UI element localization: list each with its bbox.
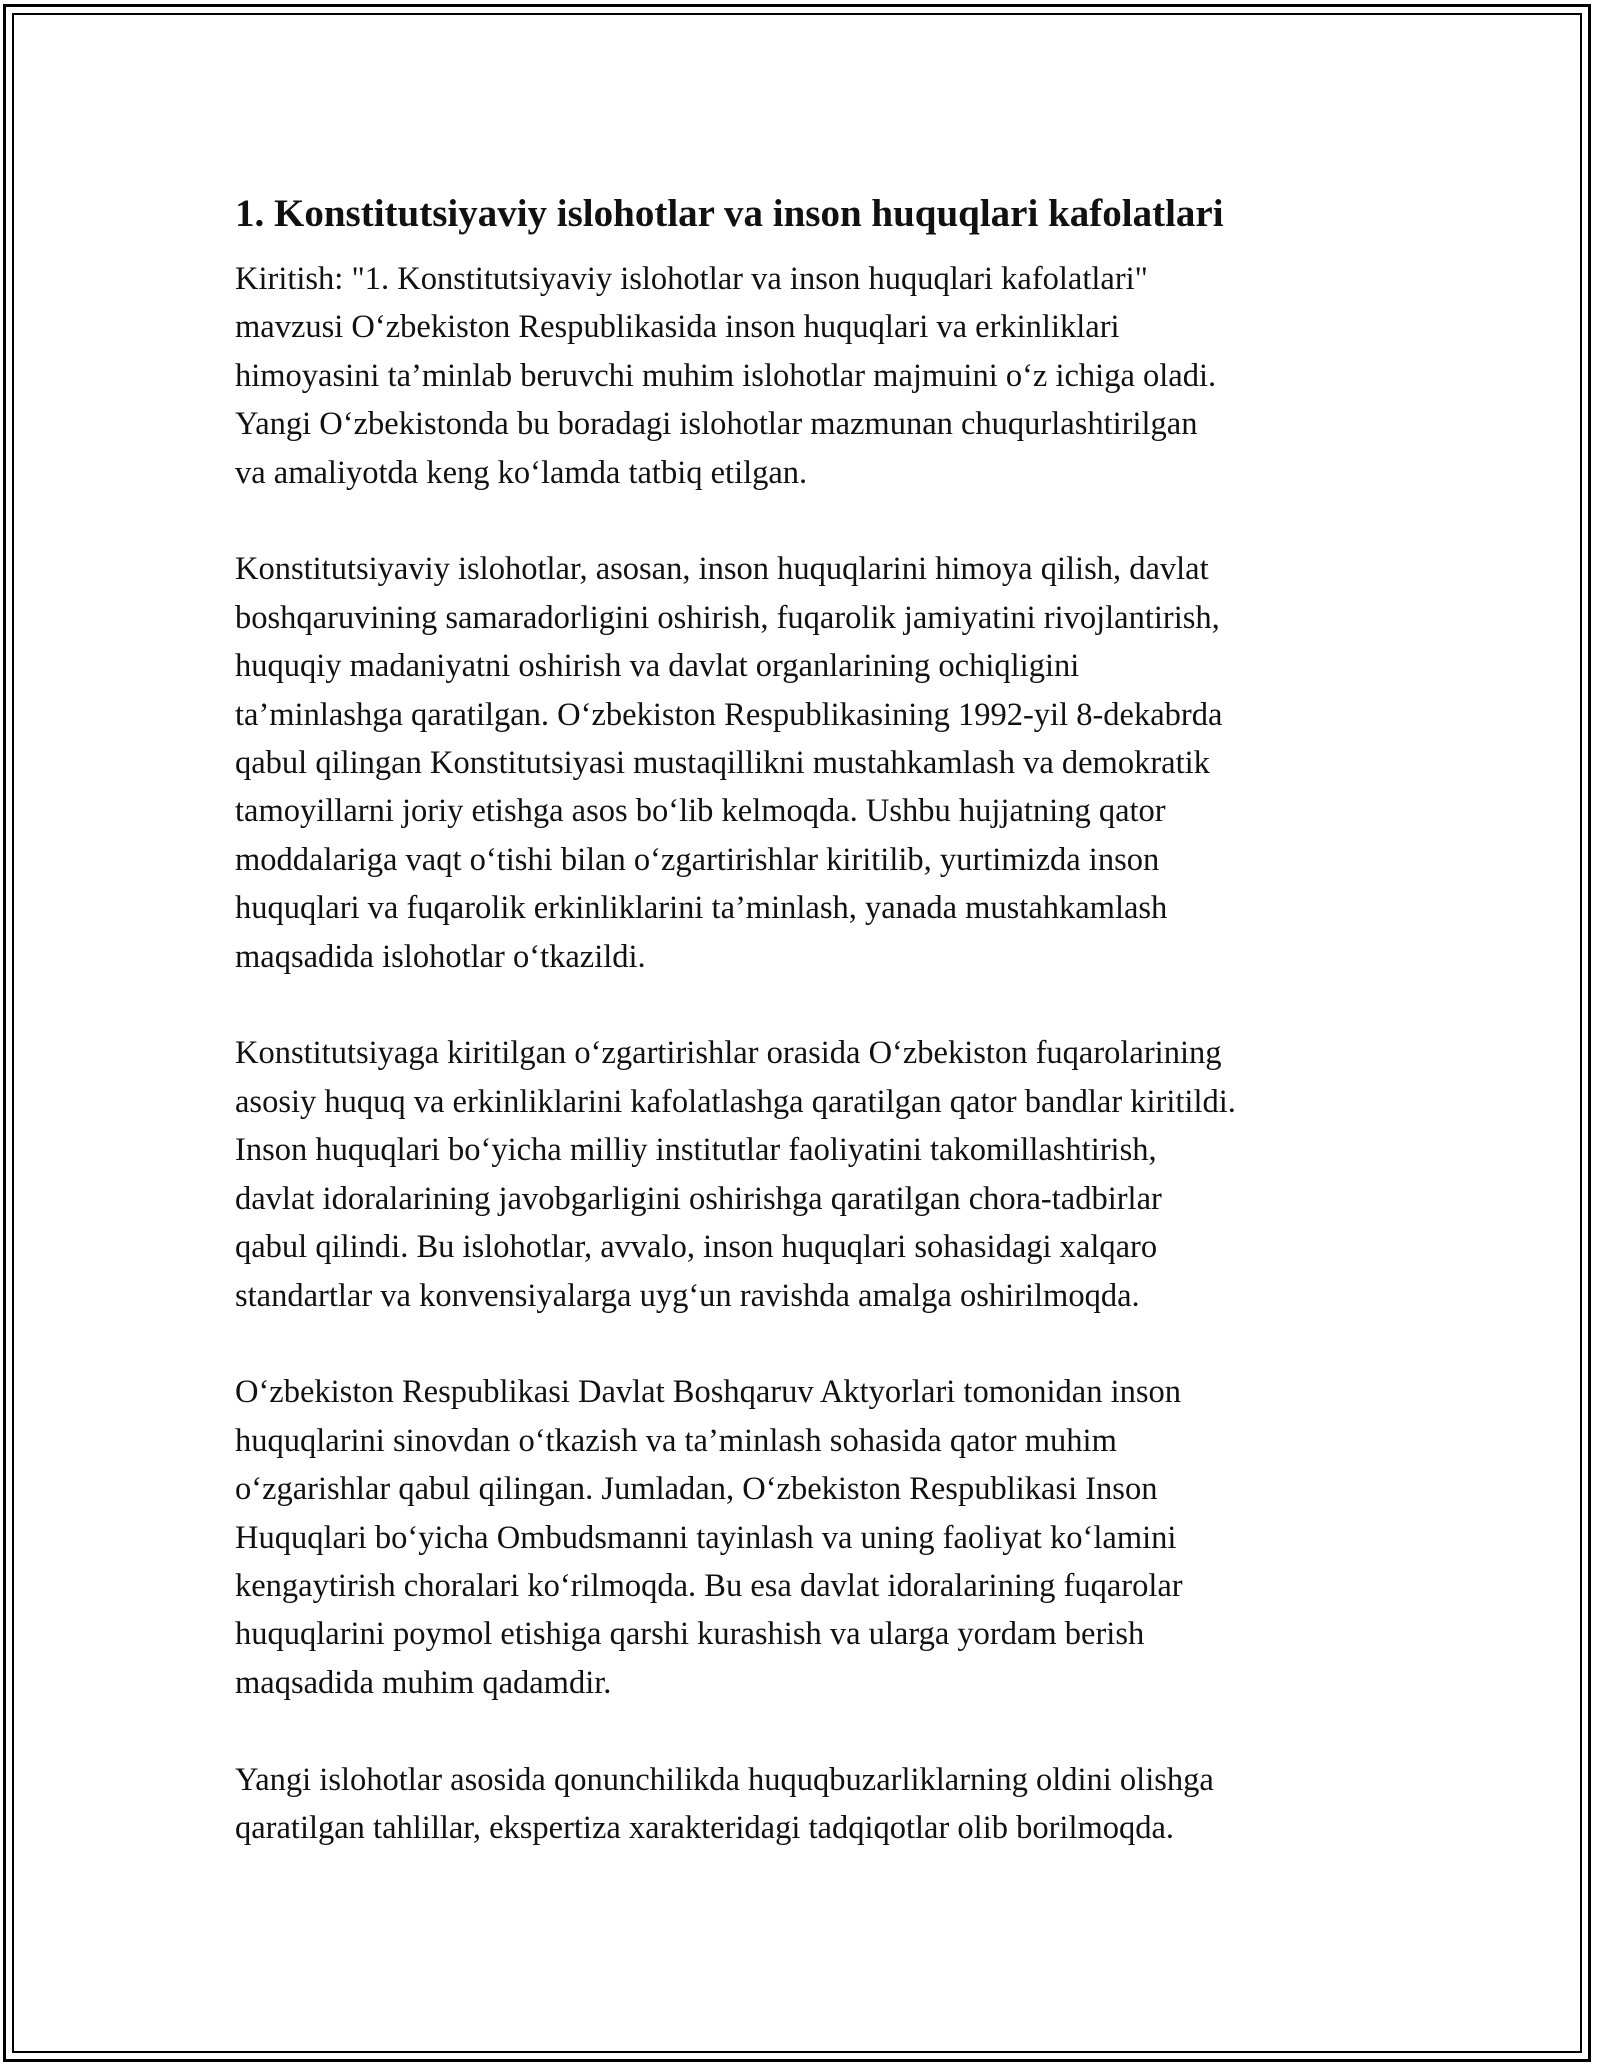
paragraph-line: standartlar va konvensiyalarga uyg‘un ravishda amalga oshirilmoqda. — [235, 1277, 1140, 1314]
paragraph-line: boshqaruvining samaradorligini oshirish, fuqarolik jamiyatini rivojlantirish, — [235, 599, 1220, 636]
page-title: 1. Konstitutsiyaviy islohotlar va inson huquqlari kafolatlari — [235, 192, 1224, 235]
paragraph-new-reforms — [235, 1756, 1415, 1853]
paragraph-line: Konstitutsiyaga kiritilgan o‘zgartirishlar orasida O‘zbekiston fuqarolarining — [235, 1035, 1222, 1072]
paragraph-line: Yangi islohotlar asosida qonunchilikda huquqbuzarliklarning oldini olishga — [235, 1761, 1214, 1798]
paragraph-line: qaratilgan tahlillar, ekspertiza xarakteridagi tadqiqotlar olib borilmoqda. — [235, 1809, 1175, 1846]
paragraph-line: himoyasini ta’minlab beruvchi muhim islohotlar majmuini o‘z ichiga oladi. — [235, 357, 1217, 394]
paragraph-line: Konstitutsiyaviy islohotlar, asosan, inson huquqlarini himoya qilish, davlat — [235, 551, 1209, 588]
paragraph-line: tamoyillarni joriy etishga asos bo‘lib kelmoqda. Ushbu hujjatning qator — [235, 793, 1166, 830]
paragraph-line: ta’minlashga qaratilgan. O‘zbekiston Respublikasining 1992-yil 8-dekabrda — [235, 696, 1223, 733]
paragraph-line: O‘zbekiston Respublikasi Davlat Boshqaruv Aktyorlari tomonidan inson — [235, 1374, 1181, 1411]
paragraph-line: huquqlari va fuqarolik erkinliklarini ta’minlash, yanada mustahkamlash — [235, 890, 1168, 927]
paragraph-line: qabul qilingan Konstitutsiyasi mustaqillikni mustahkamlash va demokratik — [235, 745, 1210, 782]
paragraph-line: davlat idoralarining javobgarligini oshirishga qaratilgan chora-tadbirlar — [235, 1180, 1162, 1217]
document-body — [235, 186, 1415, 1901]
paragraph-line: huquqlarini poymol etishiga qarshi kurashish va ularga yordam berish — [235, 1616, 1145, 1653]
paragraph-line: Kiritish: "1. Konstitutsiyaviy islohotlar va inson huquqlari kafolatlari" — [235, 261, 1148, 297]
paragraph-line: va amaliyotda keng ko‘lamda tatbiq etilgan. — [235, 454, 808, 491]
paragraph-line: o‘zgarishlar qabul qilingan. Jumladan, O‘zbekiston Respublikasi Inson — [235, 1471, 1158, 1508]
paragraph-line: moddalariga vaqt o‘tishi bilan o‘zgartirishlar kiritilib, yurtimizda inson — [235, 841, 1160, 878]
paragraph-line: maqsadida muhim qadamdir. — [235, 1664, 612, 1701]
paragraph-line: Huquqlari bo‘yicha Ombudsmanni tayinlash va uning faoliyat ko‘lamini — [235, 1519, 1177, 1556]
paragraph-constitutional-reforms — [235, 545, 1415, 981]
paragraph-line: huquqlarini sinovdan o‘tkazish va ta’minlash sohasida qator muhim — [235, 1422, 1117, 1459]
paragraph-line: qabul qilindi. Bu islohotlar, avvalo, inson huquqlari sohasidagi xalqaro — [235, 1229, 1158, 1266]
paragraph-line: kengaytirish choralari ko‘rilmoqda. Bu esa davlat idoralarining fuqarolar — [235, 1567, 1183, 1604]
paragraph-amendments — [235, 1029, 1415, 1319]
paragraph-introduction — [235, 255, 1415, 497]
paragraph-line: maqsadida islohotlar o‘tkazildi. — [235, 938, 646, 975]
paragraph-line: Yangi O‘zbekistonda bu boradagi islohotlar mazmunan chuqurlashtirilgan — [235, 406, 1198, 443]
paragraph-ombudsman — [235, 1368, 1415, 1707]
paragraph-line: Inson huquqlari bo‘yicha milliy institutlar faoliyatini takomillashtirish, — [235, 1132, 1157, 1169]
paragraph-line: asosiy huquq va erkinliklarini kafolatlashga qaratilgan qator bandlar kiritildi. — [235, 1083, 1236, 1120]
paragraph-line: mavzusi O‘zbekiston Respublikasida inson huquqlari va erkinliklari — [235, 309, 1120, 346]
paragraph-line: huquqiy madaniyatni oshirish va davlat organlarining ochiqligini — [235, 648, 1080, 685]
